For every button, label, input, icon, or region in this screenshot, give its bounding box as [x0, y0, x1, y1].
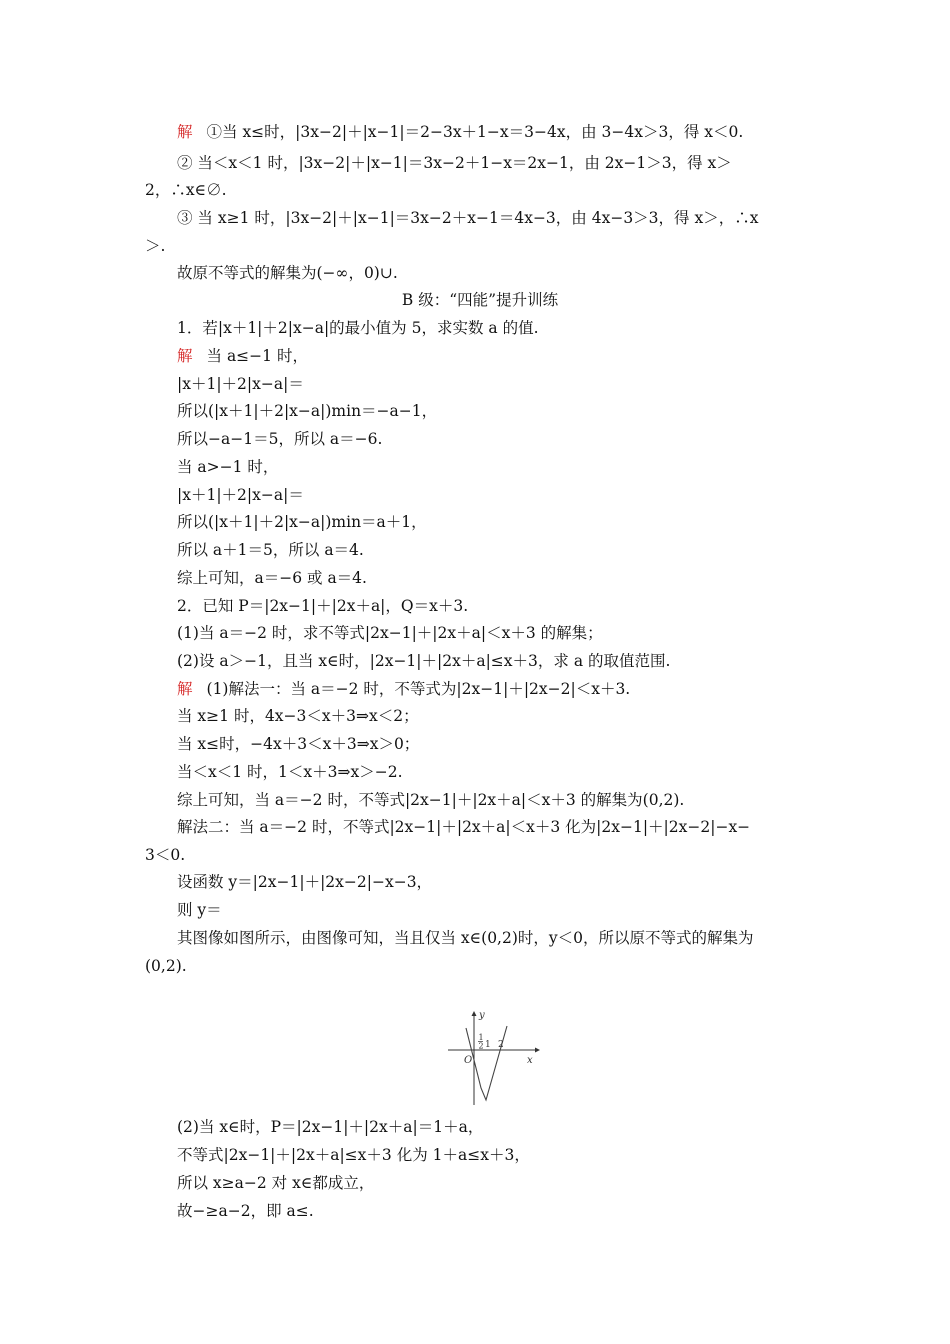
- problem-1: 1．若|x＋1|＋2|x−a|的最小值为 5，求实数 a 的值.: [177, 319, 539, 337]
- text-line: 解 (1)解法一：当 a＝−2 时，不等式为|2x−1|＋|2x−2|＜x＋3.: [177, 680, 631, 698]
- solution-marker: 解: [177, 680, 193, 698]
- text-line: 设函数 y＝|2x−1|＋|2x−2|−x−3，: [177, 873, 433, 891]
- text-line: (2)当 x∈时，P＝|2x−1|＋|2x＋a|＝1＋a，: [177, 1118, 484, 1136]
- tick-label-2: 2: [498, 1040, 504, 1050]
- text-line: 3＜0.: [145, 846, 186, 864]
- text-line: 所以(|x＋1|＋2|x−a|)min＝a＋1，: [177, 513, 427, 531]
- text-line: 当 x≥1 时，4x−3＜x＋3⇒x＜2；: [177, 707, 419, 725]
- section-heading: B 级：“四能”提升训练: [401, 291, 559, 309]
- x-axis-label: x: [527, 1055, 533, 1066]
- text-line: 所以−a−1＝5，所以 a＝−6.: [177, 430, 383, 448]
- text-line: 不等式|2x−1|＋|2x＋a|≤x＋3 化为 1＋a≤x＋3，: [177, 1146, 530, 1164]
- text-line: 当 x≤时，−4x＋3＜x＋3⇒x＞0；: [177, 735, 420, 753]
- text-line: 所以 a＋1＝5，所以 a＝4.: [177, 541, 364, 559]
- text-line: 所以 x≥a−2 对 x∈都成立，: [177, 1174, 375, 1192]
- text-line: 综上可知，a＝−6 或 a＝4.: [177, 569, 367, 587]
- x-axis-arrow: [535, 1048, 540, 1053]
- function-graph: [440, 1010, 550, 1106]
- problem-2: 2．已知 P＝|2x−1|＋|2x＋a|，Q＝x＋3.: [177, 597, 469, 615]
- text-line: 当 a>−1 时，: [177, 458, 279, 476]
- text-line: 综上可知，当 a＝−2 时，不等式|2x−1|＋|2x＋a|＜x＋3 的解集为(0,2).: [177, 791, 685, 809]
- text-line: 当＜x＜1 时，1＜x＋3⇒x＞−2.: [177, 763, 403, 781]
- text-line: 故−≥a−2，即 a≤.: [177, 1202, 314, 1220]
- solution-marker: 解: [177, 347, 193, 365]
- text-line: ＞.: [145, 237, 166, 255]
- text-line: 故原不等式的解集为(−∞，0)∪.: [177, 264, 398, 282]
- text-line: 其图像如图所示，由图像可知，当且仅当 x∈(0,2)时，y＜0，所以原不等式的解集为: [177, 929, 754, 947]
- text-line: 则 y＝: [177, 901, 222, 919]
- y-axis-label: y: [479, 1010, 485, 1021]
- text-line: 解 ①当 x≤时，|3x−2|＋|x−1|＝2−3x＋1−x＝3−4x，由 3−4x＞3，得 x＜0.: [177, 123, 744, 141]
- text-line: 所以(|x＋1|＋2|x−a|)min＝−a−1，: [177, 402, 438, 420]
- text-line: 2，∴x∈∅.: [145, 181, 227, 199]
- text-line: |x＋1|＋2|x−a|＝: [177, 375, 304, 393]
- text-line: (2)设 a＞−1，且当 x∈时，|2x−1|＋|2x＋a|≤x＋3，求 a 的取值范围.: [177, 652, 671, 670]
- text-line: 解 当 a≤−1 时，: [177, 347, 308, 365]
- text-line: 解法二：当 a＝−2 时，不等式|2x−1|＋|2x＋a|＜x＋3 化为|2x−1|＋|2x−2|−x−: [177, 818, 751, 836]
- origin-label: O: [464, 1055, 473, 1066]
- tick-label-half-denominator: 2: [478, 1041, 484, 1051]
- tick-label-half-numerator: 1: [478, 1033, 484, 1042]
- text-line: ② 当＜x＜1 时，|3x−2|＋|x−1|＝3x−2＋1−x＝2x−1，由 2x−1＞3，得 x＞: [177, 154, 732, 172]
- text-line: |x＋1|＋2|x−a|＝: [177, 486, 304, 504]
- text-line: (0,2).: [145, 957, 187, 975]
- tick-label-1: 1: [485, 1040, 491, 1050]
- solution-marker: 解: [177, 123, 193, 141]
- y-axis-arrow: [472, 1011, 477, 1016]
- text-line: (1)当 a＝−2 时，求不等式|2x−1|＋|2x＋a|＜x＋3 的解集；: [177, 624, 603, 642]
- text-line: ③ 当 x≥1 时，|3x−2|＋|x−1|＝3x−2＋x−1＝4x−3，由 4x−3＞3，得 x＞，∴x: [177, 209, 759, 227]
